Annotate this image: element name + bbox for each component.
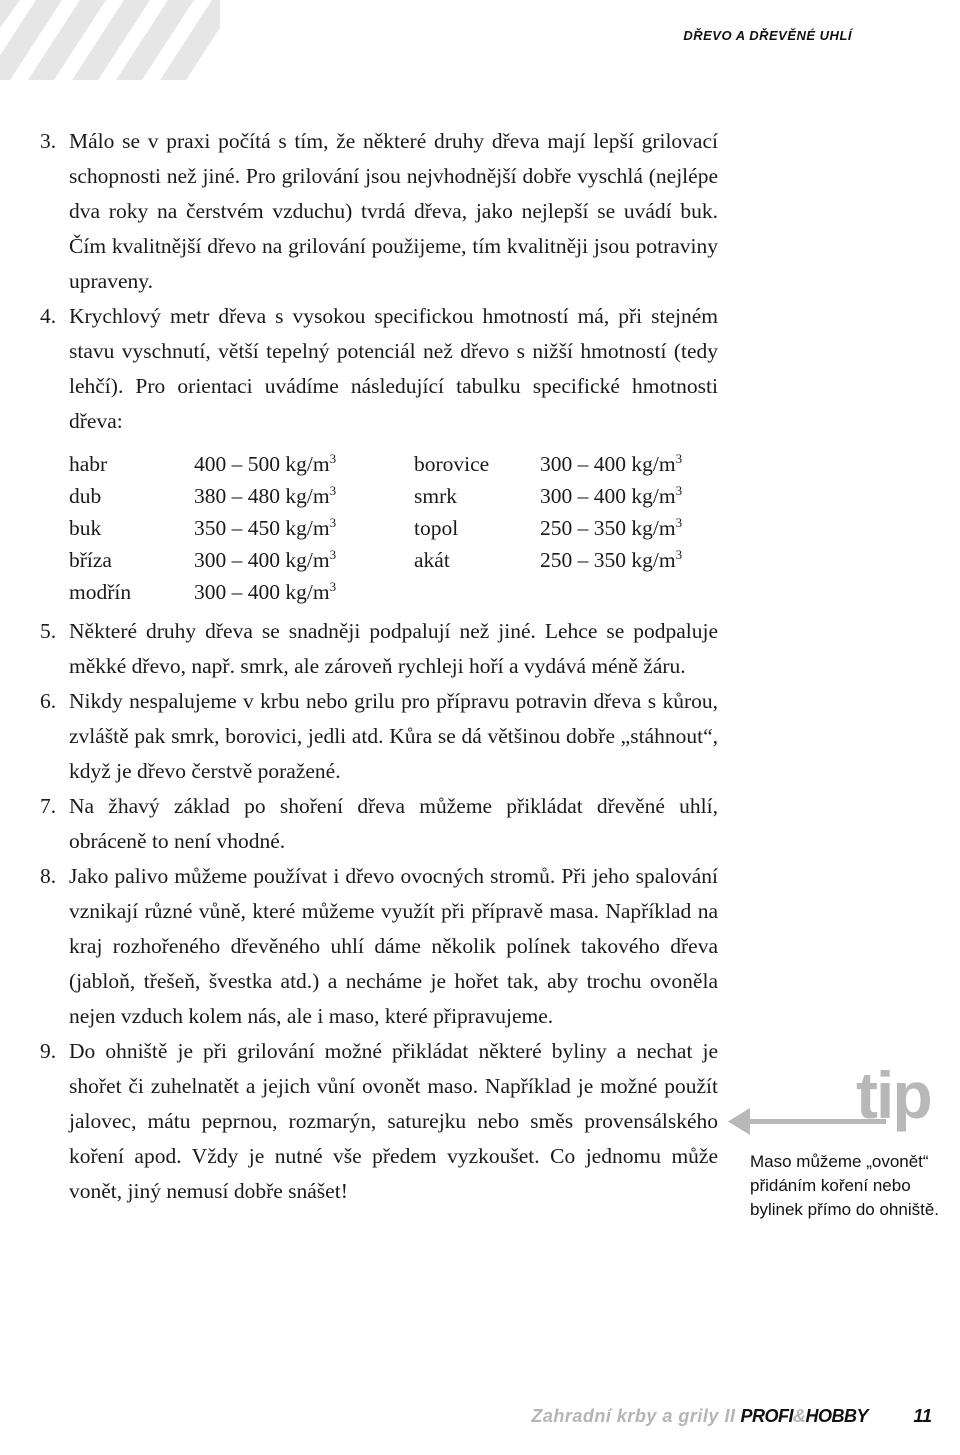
- list-number: 4.: [40, 304, 57, 328]
- decorative-stripes: [0, 0, 220, 80]
- brand-logo: PROFI&HOBBY: [740, 1406, 868, 1426]
- wood-name: topol: [414, 516, 459, 540]
- wood-name: akát: [414, 548, 450, 572]
- list-number: 7.: [40, 794, 57, 818]
- list-item: [40, 684, 718, 789]
- list-text: Jako palivo můžeme používat i dřevo ovocných stromů. Při jeho spalování vznikají různé vůně, které můžeme využít při přípravě masa. Například na kraj rozhořeného dřevěného uhlí dáme několik polínek takového dřeva (jabloň, třešeň, švestka atd.) a necháme je hořet tak, aby trochu ovoněla nejen vzduch kolem nás, ale i maso, které připravujeme.: [69, 864, 718, 1028]
- wood-density: 350 – 450 $kg/m^3$: [194, 515, 337, 540]
- wood-name: buk: [69, 516, 102, 540]
- wood-density: 300 – 400 $kg/m^3$: [194, 579, 337, 604]
- wood-name: modřín: [69, 580, 132, 604]
- wood-density: 300 – 400 $kg/m^3$: [540, 451, 683, 476]
- list-text: Nikdy nespalujeme v krbu nebo grilu pro přípravu potravin dřeva s kůrou, zvláště pak smrk, borovici, jedli atd. Kůra se dá většinou dobře „stáhnout“, když je dřevo čerstvě poražené.: [69, 689, 718, 783]
- section-title: DŘEVO A DŘEVĚNÉ UHLÍ: [683, 28, 852, 43]
- list-item: [40, 124, 718, 299]
- wood-density: 250 – 350 $kg/m^3$: [540, 547, 683, 572]
- list-text: Do ohniště je při grilování možné přikládat některé byliny a nechat je shořet či zuhelnatět a jejich vůní ovonět maso. Například je možné použít jalovec, mátu peprnou, rozmarýn, saturejku nebo směs provensálského koření apod. Vždy je nutné vše předem vyzkoušet. Co jednomu může vonět, jiný nemusí dobře snášet!: [69, 1039, 718, 1203]
- wood-density: 250 – 350 $kg/m^3$: [540, 515, 683, 540]
- list-item: [40, 859, 718, 1034]
- tip-note: Maso můžeme „ovonět“ přidáním koření nebo bylinek přímo do ohniště.: [750, 1152, 939, 1219]
- wood-density: 380 – 480 $kg/m^3$: [194, 483, 337, 508]
- list-number: 9.: [40, 1039, 57, 1063]
- article-body: [40, 124, 718, 1209]
- list-number: 8.: [40, 864, 57, 888]
- list-item: [40, 789, 718, 859]
- list-item: [40, 299, 718, 439]
- page-number: 11: [913, 1406, 932, 1426]
- wood-name: smrk: [414, 484, 457, 508]
- wood-density: 400 – 500 $kg/m^3$: [194, 451, 337, 476]
- table-row: [69, 480, 682, 512]
- tip-arrow-icon: [728, 1060, 954, 1144]
- wood-name: habr: [69, 452, 108, 476]
- list-text: Krychlový metr dřeva s vysokou specifickou hmotností má, při stejném stavu vyschnutí, větší tepelný potenciál než dřevo s nižší hmotností (tedy lehčí). Pro orientaci uvádíme následující tabulku specifické hmotnosti dřeva:: [69, 304, 718, 433]
- wood-name: bříza: [69, 548, 112, 572]
- list-text: Málo se v praxi počítá s tím, že některé druhy dřeva mají lepší grilovací schopnosti než jiné. Pro grilování jsou nejvhodnější dobře vyschlá (nejlépe dva roky na čerstvém vzduchu) tvrdá dřeva, jako nejlepší se uvádí buk. Čím kvalitnější dřevo na grilování použijeme, tím kvalitněji jsou potraviny upraveny.: [69, 129, 718, 293]
- list-item: [40, 1034, 718, 1209]
- list-item: [40, 614, 718, 684]
- wood-density: 300 – 400 $kg/m^3$: [194, 547, 337, 572]
- table-row: [69, 512, 682, 544]
- wood-density-table: [69, 448, 682, 608]
- list-number: 3.: [40, 129, 57, 153]
- list-text: Na žhavý základ po shoření dřeva můžeme přikládat dřevěné uhlí, obráceně to není vhodné.: [69, 794, 718, 853]
- tip-label: tip: [856, 1060, 931, 1132]
- list-text: Některé druhy dřeva se snadněji podpalují než jiné. Lehce se podpaluje měkké dřevo, např. smrk, ale zároveň rychleji hoří a vydává méně žáru.: [69, 619, 718, 678]
- table-row: [69, 544, 682, 576]
- wood-name: [414, 576, 540, 608]
- footer-publication: [531, 1406, 868, 1427]
- list-number: 5.: [40, 619, 57, 643]
- publication-title: Zahradní krby a grily II: [531, 1406, 736, 1426]
- wood-name: borovice: [414, 452, 490, 476]
- wood-name: dub: [69, 484, 102, 508]
- wood-density: 300 – 400 $kg/m^3$: [540, 483, 683, 508]
- table-row: [69, 448, 682, 480]
- list-number: 6.: [40, 689, 57, 713]
- wood-density: [540, 576, 682, 608]
- table-row: [69, 576, 682, 608]
